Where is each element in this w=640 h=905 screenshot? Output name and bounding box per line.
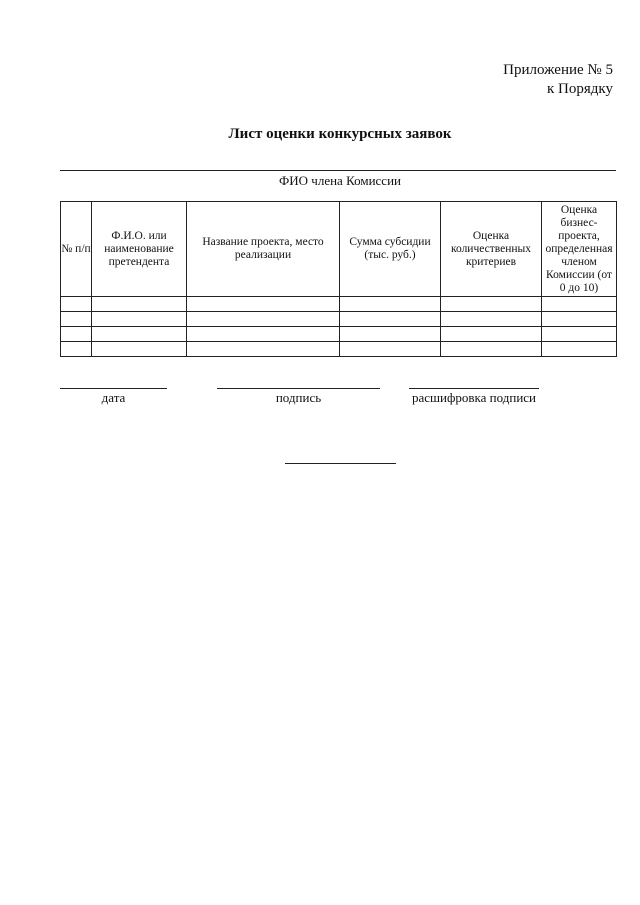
table-cell <box>542 342 617 357</box>
commission-member-caption: ФИО члена Комиссии <box>279 173 401 188</box>
table-cell <box>441 342 542 357</box>
table-cell <box>187 327 340 342</box>
table-cell <box>187 297 340 312</box>
appendix-reference: к Порядку <box>547 81 613 97</box>
evaluation-table <box>60 201 617 357</box>
table-cell <box>61 297 92 312</box>
page-title: Лист оценки конкурсных заявок <box>228 126 452 142</box>
table-row <box>61 327 617 342</box>
date-line <box>60 388 167 389</box>
table-cell <box>542 327 617 342</box>
table-cell <box>187 312 340 327</box>
table-cell <box>340 297 441 312</box>
table-row <box>61 297 617 312</box>
appendix-number: Приложение № 5 <box>503 62 613 78</box>
date-label: дата <box>101 390 126 405</box>
column-header-business-score: Оценка бизнес-проекта, определенная членом Комиссии (от 0 до 10) <box>542 202 617 297</box>
column-header-project: Название проекта, место реализации <box>187 202 340 297</box>
table-cell <box>441 327 542 342</box>
table-cell <box>542 297 617 312</box>
table-cell <box>340 312 441 327</box>
commission-member-name-line <box>60 170 616 171</box>
table-cell <box>92 327 187 342</box>
table-cell <box>340 342 441 357</box>
signature-decoding-label: расшифровка подписи <box>411 390 537 405</box>
column-header-applicant: Ф.И.О. или наименование претендента <box>92 202 187 297</box>
end-of-document-line <box>285 463 396 464</box>
column-header-number: № п/п <box>61 202 92 297</box>
table-cell <box>61 342 92 357</box>
table-row <box>61 312 617 327</box>
table-cell <box>441 312 542 327</box>
column-header-subsidy: Сумма субсидии (тыс. руб.) <box>340 202 441 297</box>
table-cell <box>542 312 617 327</box>
table-cell <box>92 312 187 327</box>
table-cell <box>61 327 92 342</box>
table-cell <box>92 297 187 312</box>
table-cell <box>441 297 542 312</box>
table-header-row <box>61 202 617 297</box>
table-row <box>61 342 617 357</box>
table-cell <box>92 342 187 357</box>
signature-line <box>217 388 380 389</box>
table-cell <box>340 327 441 342</box>
column-header-quantitative-score: Оценка количественных критериев <box>441 202 542 297</box>
signature-decoding-line <box>409 388 539 389</box>
table-cell <box>187 342 340 357</box>
table-cell <box>61 312 92 327</box>
signature-label: подпись <box>275 390 322 405</box>
